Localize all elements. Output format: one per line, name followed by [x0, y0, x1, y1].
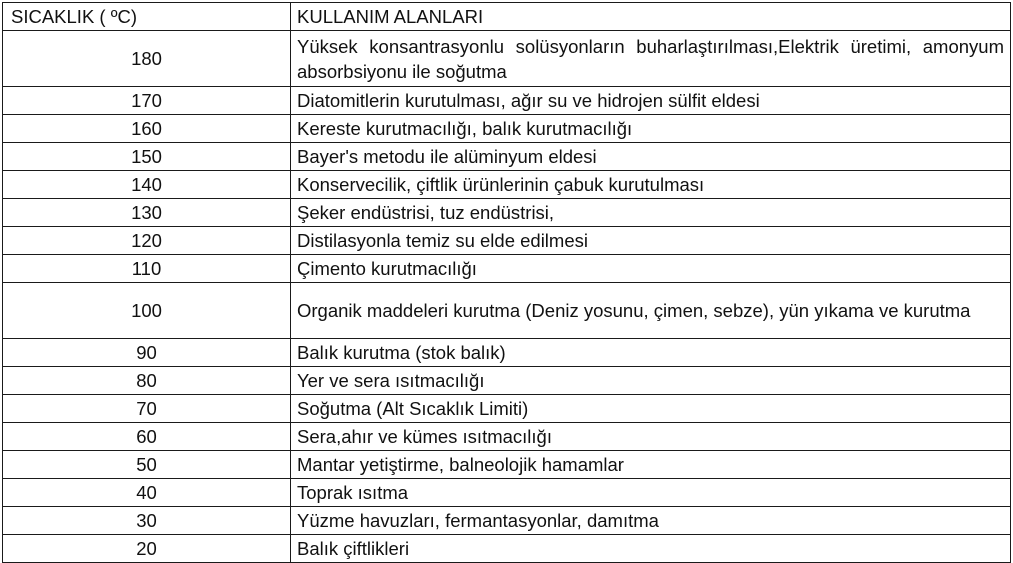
usage-cell: Yüksek konsantrasyonlu solüsyonların buharlaştırılması,Elektrik üretimi, amonyum absorbsiyonu ile soğutma — [291, 31, 1011, 87]
table-row — [3, 199, 1011, 227]
usage-cell: Diatomitlerin kurutulması, ağır su ve hidrojen sülfit eldesi — [291, 87, 1011, 115]
temperature-cell: 140 — [3, 171, 291, 199]
table-row — [3, 479, 1011, 507]
temperature-cell: 160 — [3, 115, 291, 143]
temperature-cell: 180 — [3, 31, 291, 87]
usage-cell: Sera,ahır ve kümes ısıtmacılığı — [291, 423, 1011, 451]
usage-cell: Distilasyonla temiz su elde edilmesi — [291, 227, 1011, 255]
temperature-cell: 110 — [3, 255, 291, 283]
table-row — [3, 255, 1011, 283]
usage-cell: Organik maddeleri kurutma (Deniz yosunu, çimen, sebze), yün yıkama ve kurutma — [291, 283, 1011, 339]
usage-cell: Balık kurutma (stok balık) — [291, 339, 1011, 367]
table-row — [3, 507, 1011, 535]
usage-cell: Toprak ısıtma — [291, 479, 1011, 507]
table-row — [3, 283, 1011, 339]
temperature-cell: 80 — [3, 367, 291, 395]
header-temperature: SICAKLIK ( ºC) — [3, 3, 291, 31]
usage-cell: Soğutma (Alt Sıcaklık Limiti) — [291, 395, 1011, 423]
table-row — [3, 143, 1011, 171]
temperature-cell: 130 — [3, 199, 291, 227]
usage-cell: Bayer's metodu ile alüminyum eldesi — [291, 143, 1011, 171]
temperature-cell: 30 — [3, 507, 291, 535]
temperature-cell: 120 — [3, 227, 291, 255]
usage-cell: Konservecilik, çiftlik ürünlerinin çabuk kurutulması — [291, 171, 1011, 199]
temperature-cell: 100 — [3, 283, 291, 339]
usage-cell: Şeker endüstrisi, tuz endüstrisi, — [291, 199, 1011, 227]
header-usage: KULLANIM ALANLARI — [291, 3, 1011, 31]
usage-cell: Çimento kurutmacılığı — [291, 255, 1011, 283]
table-row — [3, 395, 1011, 423]
temperature-usage-table — [2, 2, 1011, 563]
table-row — [3, 31, 1011, 87]
temperature-cell: 150 — [3, 143, 291, 171]
temperature-cell: 20 — [3, 535, 291, 563]
temperature-cell: 60 — [3, 423, 291, 451]
usage-cell: Mantar yetiştirme, balneolojik hamamlar — [291, 451, 1011, 479]
table-row — [3, 451, 1011, 479]
usage-cell: Yüzme havuzları, fermantasyonlar, damıtma — [291, 507, 1011, 535]
table-row — [3, 87, 1011, 115]
temperature-cell: 170 — [3, 87, 291, 115]
table-row — [3, 367, 1011, 395]
table-row — [3, 423, 1011, 451]
usage-cell: Balık çiftlikleri — [291, 535, 1011, 563]
usage-cell: Kereste kurutmacılığı, balık kurutmacılığı — [291, 115, 1011, 143]
temperature-cell: 50 — [3, 451, 291, 479]
temperature-cell: 70 — [3, 395, 291, 423]
usage-cell: Yer ve sera ısıtmacılığı — [291, 367, 1011, 395]
temperature-cell: 40 — [3, 479, 291, 507]
table-row — [3, 339, 1011, 367]
table-header-row — [3, 3, 1011, 31]
table-row — [3, 535, 1011, 563]
table-row — [3, 171, 1011, 199]
table-row — [3, 227, 1011, 255]
temperature-cell: 90 — [3, 339, 291, 367]
table-row — [3, 115, 1011, 143]
